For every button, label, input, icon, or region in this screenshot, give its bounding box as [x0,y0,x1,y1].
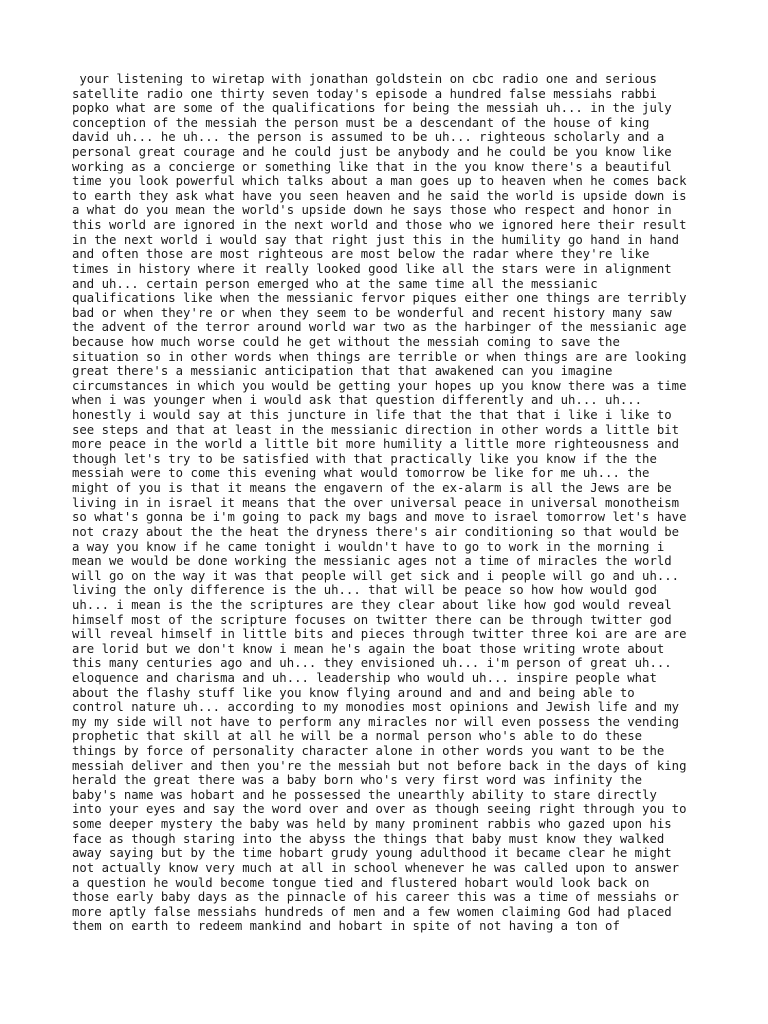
transcript-line: conception of the messiah the person must be a descendant of the house of king [72,115,650,130]
transcript-line: face as though staring into the abyss the things that baby must know they walked [72,831,665,846]
transcript-line: the advent of the terror around world war two as the harbinger of the messianic age [72,320,687,335]
transcript-line: to earth they ask what have you seen heaven and he said the world is upside down is [72,188,687,203]
transcript-line: away saying but by the time hobart grudy young adulthood it became clear he might [72,846,672,861]
transcript-line: living the only difference is the uh... that will be peace so how how would god [72,583,657,598]
transcript-line: when i was younger when i would ask that question differently and uh... uh... [72,393,643,408]
transcript-line: are lorid but we don't know i mean he's again the boat those writing wrote about [72,641,665,656]
transcript-line: herald the great there was a baby born who's very first word was infinity the [72,773,643,788]
transcript-line: about the flashy stuff like you know flying around and and and being able to [72,685,635,700]
transcript-line: in the next world i would say that right just this in the humility go hand in hand [72,232,680,247]
transcript-line: prophetic that skill at all he will be a normal person who's able to do these [72,729,643,744]
transcript-line: himself most of the scripture focuses on twitter there can be through twitter god [72,612,672,627]
transcript-line: satellite radio one thirty seven today's episode a hundred false messiahs rabbi [72,86,657,101]
transcript-line: honestly i would say at this juncture in life that the that that i like i like to [72,408,672,423]
transcript-line: some deeper mystery the baby was held by many prominent rabbis who gazed upon his [72,817,672,832]
transcript-line: more peace in the world a little bit more humility a little more righteousness and [72,437,680,452]
transcript-line: your listening to wiretap with jonathan goldstein on cbc radio one and serious [72,72,657,86]
transcript-line: david uh... he uh... the person is assumed to be uh... righteous scholarly and a [72,130,665,145]
transcript-text-block [72,72,712,934]
transcript-line: things by force of personality character alone in other words you want to be the [72,744,665,759]
transcript-line: those early baby days as the pinnacle of his career this was a time of messiahs or [72,890,680,905]
transcript-line: eloquence and charisma and uh... leadership who would uh... inspire people what [72,670,657,685]
transcript-line: a question he would become tongue tied and flustered hobart would look back on [72,875,650,890]
transcript-line: situation so in other words when things are terrible or when things are are looking [72,349,687,364]
transcript-line: a what do you mean the world's upside down he says those who respect and honor in [72,203,672,218]
transcript-line: bad or when they're or when they seem to be wonderful and recent history many saw [72,305,672,320]
transcript-line: not actually know very much at all in school whenever he was called upon to answer [72,860,680,875]
transcript-line: time you look powerful which talks about a man goes up to heaven when he comes back [72,174,687,189]
transcript-line: so what's gonna be i'm going to pack my bags and move to israel tomorrow let's have [72,510,687,525]
transcript-line: more aptly false messiahs hundreds of men and a few women claiming God had placed [72,904,672,919]
transcript-line: and uh... certain person emerged who at the same time all the messianic [72,276,598,291]
transcript-line: this world are ignored in the next world and those who we ignored here their result [72,218,687,233]
transcript-line: living in in israel it means that the over universal peace in universal monotheism [72,495,680,510]
transcript-line: times in history where it really looked good like all the stars were in alignment [72,261,672,276]
transcript-line: though let's try to be satisfied with that practically like you know if the the [72,451,657,466]
transcript-line: mean we would be done working the messianic ages not a time of miracles the world [72,554,672,569]
transcript-line: and often those are most righteous are most below the radar where they're like [72,247,650,262]
transcript-line: them on earth to redeem mankind and hobart in spite of not having a ton of [72,919,620,934]
transcript-line: because how much worse could he get without the messiah coming to save the [72,334,620,349]
transcript-line: into your eyes and say the word over and over as though seeing right through you to [72,802,687,817]
transcript-line: my my side will not have to perform any miracles nor will even possess the vending [72,714,680,729]
transcript-line: might of you is that it means the engavern of the ex-alarm is all the Jews are be [72,481,672,496]
transcript-line: control nature uh... according to my monodies most opinions and Jewish life and my [72,700,680,715]
transcript-line: will go on the way it was that people will get sick and i people will go and uh... [72,568,680,583]
transcript-line: a way you know if he came tonight i wouldn't have to go to work in the morning i [72,539,665,554]
transcript-line: circumstances in which you would be getting your hopes up you know there was a time [72,378,687,393]
transcript-line: personal great courage and he could just be anybody and he could be you know like [72,145,672,160]
transcript-line: uh... i mean is the the scriptures are they clear about like how god would reveal [72,597,672,612]
transcript-line: see steps and that at least in the messianic direction in other words a little bit [72,422,680,437]
transcript-line: will reveal himself in little bits and pieces through twitter three koi are are are [72,627,687,642]
transcript-line: working as a concierge or something like that in the you know there's a beautiful [72,159,672,174]
transcript-line: great there's a messianic anticipation that that awakened can you imagine [72,364,613,379]
transcript-line: messiah deliver and then you're the messiah but not before back in the days of king [72,758,687,773]
transcript-line: popko what are some of the qualifications for being the messiah uh... in the july [72,101,672,116]
transcript-line: messiah were to come this evening what would tomorrow be like for me uh... the [72,466,650,481]
transcript-line: qualifications like when the messianic fervor piques either one things are terribly [72,291,687,306]
transcript-line: not crazy about the the heat the dryness there's air conditioning so that would be [72,524,680,539]
transcript-line: baby's name was hobart and he possessed the unearthly ability to stare directly [72,787,657,802]
transcript-line: this many centuries ago and uh... they envisioned uh... i'm person of great uh... [72,656,672,671]
